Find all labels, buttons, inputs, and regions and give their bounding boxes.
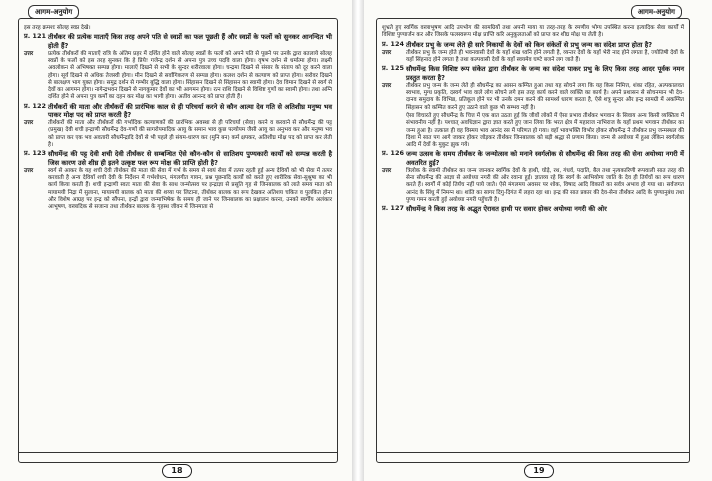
- answer-text: तीर्थंकर प्रभु के जन्म होते ही भवनवासी देवों के यहाँ शंख ध्वनि होने लगती है, व्यन्तर देवों के यहाँ भेरी नाद होने लगता है, ज्योतिषी देवों के यहाँ सिंहनाद होने लगता है तथा कल्पवासी देवों के यहाँ स्वयमेव घण्टे बजने लग जाते हैं।: [406, 49, 684, 64]
- question-number: प्र. 123: [24, 149, 46, 158]
- left-page: [0, 0, 352, 481]
- answer-text: तीर्थंकरों की माता और तीर्थंकरों की गर्भादिक कल्याणकों की प्रारंभिक अवस्था से ही परिचर्या (सेवा) करने व करवाने से सौधर्मेन्द्र की पट्ट (प्रमुख) देवी शची इन्द्राणी सौधर्मेन्द्र देव-गणों की सागरोपमादिक आयु के समान भाव कुछ पल्योपम जैसी आयु का अनुभव कर और मनुष्य भव को प्राप्त कर एक भव अवतारी सौधर्मेन्द्रादि देवों से भी पहले ही संयम-धारण कर (मुनि बन) कर्म क्षपकर, अतिशीघ्र मोक्ष पद को प्राप्त कर लेती है।: [48, 120, 332, 149]
- answer-row: [382, 50, 684, 65]
- answer-row: [24, 168, 332, 212]
- question-row: [382, 65, 684, 81]
- answer-text: ऐसा विचारते हुए सौधर्मेन्द्र के चित्त में एक बात उठता हुई कि जीवों लोकों में ऐसा प्रभाव तीर्थंकर भगवान के सिवाय अन्य किसी व्यक्तित्व में संभावनीय नहीं है। पश्चात् अवधिज्ञान द्वारा ज्ञात करते हुए जान लिया कि भरत क्षेत्र में महाराज नाभिराज के यहाँ प्रथम भगवान तीर्थंकर का जन्म हुआ है। तत्काल ही वह विस्मय भाव आनंद रस में परिणत हो गया। वहाँ भावभक्ति विभोर होकर सौधर्मेन्द्र ने तीर्थंकर प्रभु जन्मस्थल की दिशा में सात पग आगे जाकर होकर जोड़कर तीर्थंकर जिनबालक को बड़ी श्रद्धा से प्रणाम किया। जन्म से अयोध्या में हुआ लेकिन स्वर्गलोक आदि में देवों के मुकुट झुक गये।: [406, 112, 684, 149]
- answer-text: स्वर्ग से आकर के यह शची देवी तीर्थंकर की माता की सेवा में गर्भ के समय से स्वयं सेवा में तत्पर रहती हुई अन्य देवियों को भी सेवा में तत्पर करवाती है अन्य देवियाँ शची देवी के निर्देशन में गर्भशोधन, मंगलगीत गायन, प्रश्न पूछनादि कार्यों को करते हुए शारीरिक सेवा-सुश्रुषा का भी कार्य किया करती हैं। शची इन्द्राणी स्वतः माता की सेवा के साथ जन्मोत्सव पर इन्द्राज्ञा से प्रसूति गृह से जिनबालक को लाते समय माता को मायामयी निद्रा में सुलाना, मायामयी बालक को माता की शय्या पर लिटाना, तीर्थंकर बालक का रूप देखकर अतिशय चकित व पुलकित होना और विशेष आग्रह पर इन्द्र को सौंपना, इन्द्रों द्वारा जन्माभिषेक के समय ही जाने पर जिनबालक का प्रक्षालन करना, उनको स्वर्गीय अलंकार आभूषण, वस्त्रादिक से सजाना तथा तीर्थंकर बालक के गृहस्थ जीवन में जिनमाता से: [48, 167, 332, 211]
- content-area: [382, 24, 684, 442]
- question-text: सौधर्मेन्द्र किस विशिष्ट रूप संकेत द्वारा तीर्थंकर के जन्म का संदेश पाकर प्रभु के लिए किस तरह आदर पूर्वक नमन प्रस्तुत करता है?: [406, 65, 684, 82]
- answer-row: [24, 51, 332, 102]
- answer-text: त्रिलोक के स्वामी तीर्थंकर का जन्म जानकर स्वर्गिक देवों के हाथी, घोड़े, रथ, गंधर्व, पदाति, बैल तथा नृत्यकारिणी रूपवाली सात तरह की सेना सौधर्मेन्द्र की आज्ञा से अयोध्या नगरी की ओर रवाना हुई। ज्ञातव्य रहे कि स्वर्ग के आभियोग्य जाति के देव ही तिर्यंचों का रूप धारण करते हैं। स्वर्गों में कोई तिर्यंच नहीं पाये जाते। ऐसे मंगलमय अवसर पर शोक, विषाद आदि विकारों का सर्वत्र अभाव हो गया था। सर्वजगत आनंद के सिंधु में निमग्न था। शांति का सागर दिगु-दिगंत में लहरा रहा था। इन्द्र की सात प्रकार की देव-सेना तीर्थंकर आदि के पुण्यानुबंध तथा पुण्य गमन करती हुई अयोध्या नगरी पहुँचती है।: [406, 167, 684, 204]
- answer-text: प्रत्येक तीर्थंकरों की माताएँ रात्रि के अंतिम प्रहर में दर्शित होने वाले सोलह स्वप्नों के फलों को अपने पति से पूछने पर उनके द्वारा बतलाये सोलह स्वप्नों के फलों को इस तरह सुनकर कि हे प्रिये! गजेन्द्र दर्शन से अपना पुत्र उच्च पदवि वाला होगा। वृषभ दर्शन से धर्मात्मा होगा। लक्ष्मी अवलोकन से अभिषक्त सम्पन्न होगा। मालाएँ दिखने से सभी के सुन्दर शरीरवाला होगा। चन्द्रमा दिखने से संसार के संताप को दूर करने वाला होगा। सूर्य दिखने से अधिक तेजस्वी होगा। मीन दिखने से सर्वांगिकरण से सम्पन्न होगा। कलश दर्शन से कल्याण को प्राप्त होगा। सरोवर दिखने से बालक्षण भाग युक्त होगा। समुद्र दर्शन से गम्भीर बुद्धि वाला होगा। सिंहासन दिखने से सिंहासन का स्वामी होगा। देव विमान दिखने से स्वर्ग से देवों का आगमन होगा। नागेन्द्रभवन दिखने से नागकुमार देवों का भी आगमन होगा। रत्न राशि दिखने से विशिष्ट गुणों का स्वामी होगा। तथा अग्नि दर्शित होने से अपना पुत्र कर्मों का दहन कर मोक्ष का भागी होगा। अतीव आनन्द को प्राप्त होती हैं।: [48, 50, 332, 101]
- question-number: प्र. 121: [24, 32, 46, 41]
- answer-text: तीर्थंकर प्रभु जन्म के जन्म लेते ही सौधर्मेन्द्र का आसन कम्पित हुआ तथा यह सोचने लगा कि यह किस निमित्त, शंका रहित, अल्पकालवत स्वभाव, मुग्ध प्रकृति, दस्वर्ग भाव वाले लोग सोचने लगे इस तरह कार्य करने वाले व्यक्ति का कार्य है। अपने प्रशासन से सोचनमान भी देव-दानव समुदाय के विभिन्न, प्रतिकूल होने पर भी उनके दमन करने की सामर्थ्य धारण करता है, ऐसे शत्रु सुन्दर और इन्द्र सामग्री में अकम्पित सिंहासन को कम्पित करने हुए उठाने वाले कुछ भी सम्भव नहीं है।: [406, 82, 684, 111]
- answer-row: [382, 113, 684, 149]
- question-row: [24, 103, 332, 119]
- question-number: प्र. 125: [382, 64, 404, 73]
- footer-rule: [19, 452, 337, 453]
- question-text: तीर्थंकर की प्रत्येक माताएँ किस तरह अपने पति से स्वप्नों का फल पूछती हैं और स्वप्नों के फलों को सुनकर आनन्दित भी होती हैं?: [48, 33, 332, 50]
- content-frame: [18, 18, 338, 463]
- intro-text: शुभ्रते हुए स्वर्गिक वस्त्राभूषण आदि उपभोग की सामग्रियों तथा अपनी माया या तरह-तरह के रमणीय भोग्य उपस्थित करना इत्यादिक सेवा कार्यों में विशिष्ट पुण्यार्जन कर और जिसके फलस्वरूप मोक्ष प्राप्ति करि अनुकूलताओं को प्राप्त कर शीघ्र मोक्ष पा लेती है।: [382, 25, 684, 39]
- page-header: आगम-अनुयोग: [28, 5, 79, 19]
- question-row: [24, 150, 332, 166]
- footer-rule: [377, 452, 689, 453]
- question-text: तीर्थंकरों की माता और तीर्थंकरों की प्रारंभिक काल से ही परिचर्या करने से कौन आत्मा देव गति से अतिशीघ्र मनुष्य भव पाकर मोक्ष पद को प्राप्त करती है?: [48, 102, 332, 119]
- right-page: [364, 0, 712, 481]
- question-row: [24, 33, 332, 49]
- answer-label: उत्तर: [24, 120, 34, 127]
- question-number: प्र. 124: [382, 39, 404, 48]
- answer-label: उत्तर: [24, 167, 34, 174]
- question-row: [382, 205, 684, 213]
- content-area: [24, 24, 332, 442]
- question-text: सौधर्मेन्द्र ने किस तरह के अद्भुत ऐरावत हाथी पर सवार होकर अयोध्या नगरी की ओर: [406, 205, 607, 214]
- question-text: सौधर्मेन्द्र की पट्ट देवी शची देवी तीर्थंकर से सम्बन्धित ऐसे कौन-कौन से सातिशय पुण्यकारी कार्यों को सम्पन्न करती है जिस कारण उसे शीघ्र ही इतने उत्कृष्ट फल रूप मोक्ष की प्राप्ति होती है?: [48, 150, 332, 167]
- answer-label: उत्तर: [24, 50, 34, 57]
- page-number: 19: [524, 464, 554, 478]
- answer-row: [382, 168, 684, 204]
- answer-row: [382, 83, 684, 112]
- answer-label: उत्तर: [382, 82, 392, 89]
- question-text: तीर्थंकर प्रभु के जन्म लेते ही सारे निकायों के देवों को किन संकेतों से प्रभु जन्म का संदेश प्राप्त होता है?: [406, 40, 653, 49]
- answer-label: [382, 113, 406, 149]
- question-row: [382, 41, 684, 49]
- book-gutter: [352, 0, 364, 481]
- answer-label: उत्तर: [382, 167, 392, 174]
- question-text: जन्म उत्सव के समय तीर्थंकर के जन्मोत्सव को मनाने स्वर्गलोक से सौधर्मेन्द्र की किस तरह की सेना अयोध्या नगरी में अवतरित हुई?: [406, 150, 684, 167]
- page-header: आगम-अनुयोग: [631, 5, 682, 19]
- question-row: [382, 150, 684, 166]
- page-number: 18: [162, 464, 192, 478]
- question-number: प्र. 122: [24, 101, 46, 110]
- answer-label: उत्तर: [382, 49, 392, 56]
- content-frame: [376, 18, 690, 463]
- answer-row: [24, 120, 332, 149]
- question-number: प्र. 126: [382, 149, 404, 158]
- question-number: प्र. 127: [382, 204, 404, 213]
- intro-text: इस तरह क्रमशः सोलह स्वप्न देखे।: [24, 25, 91, 31]
